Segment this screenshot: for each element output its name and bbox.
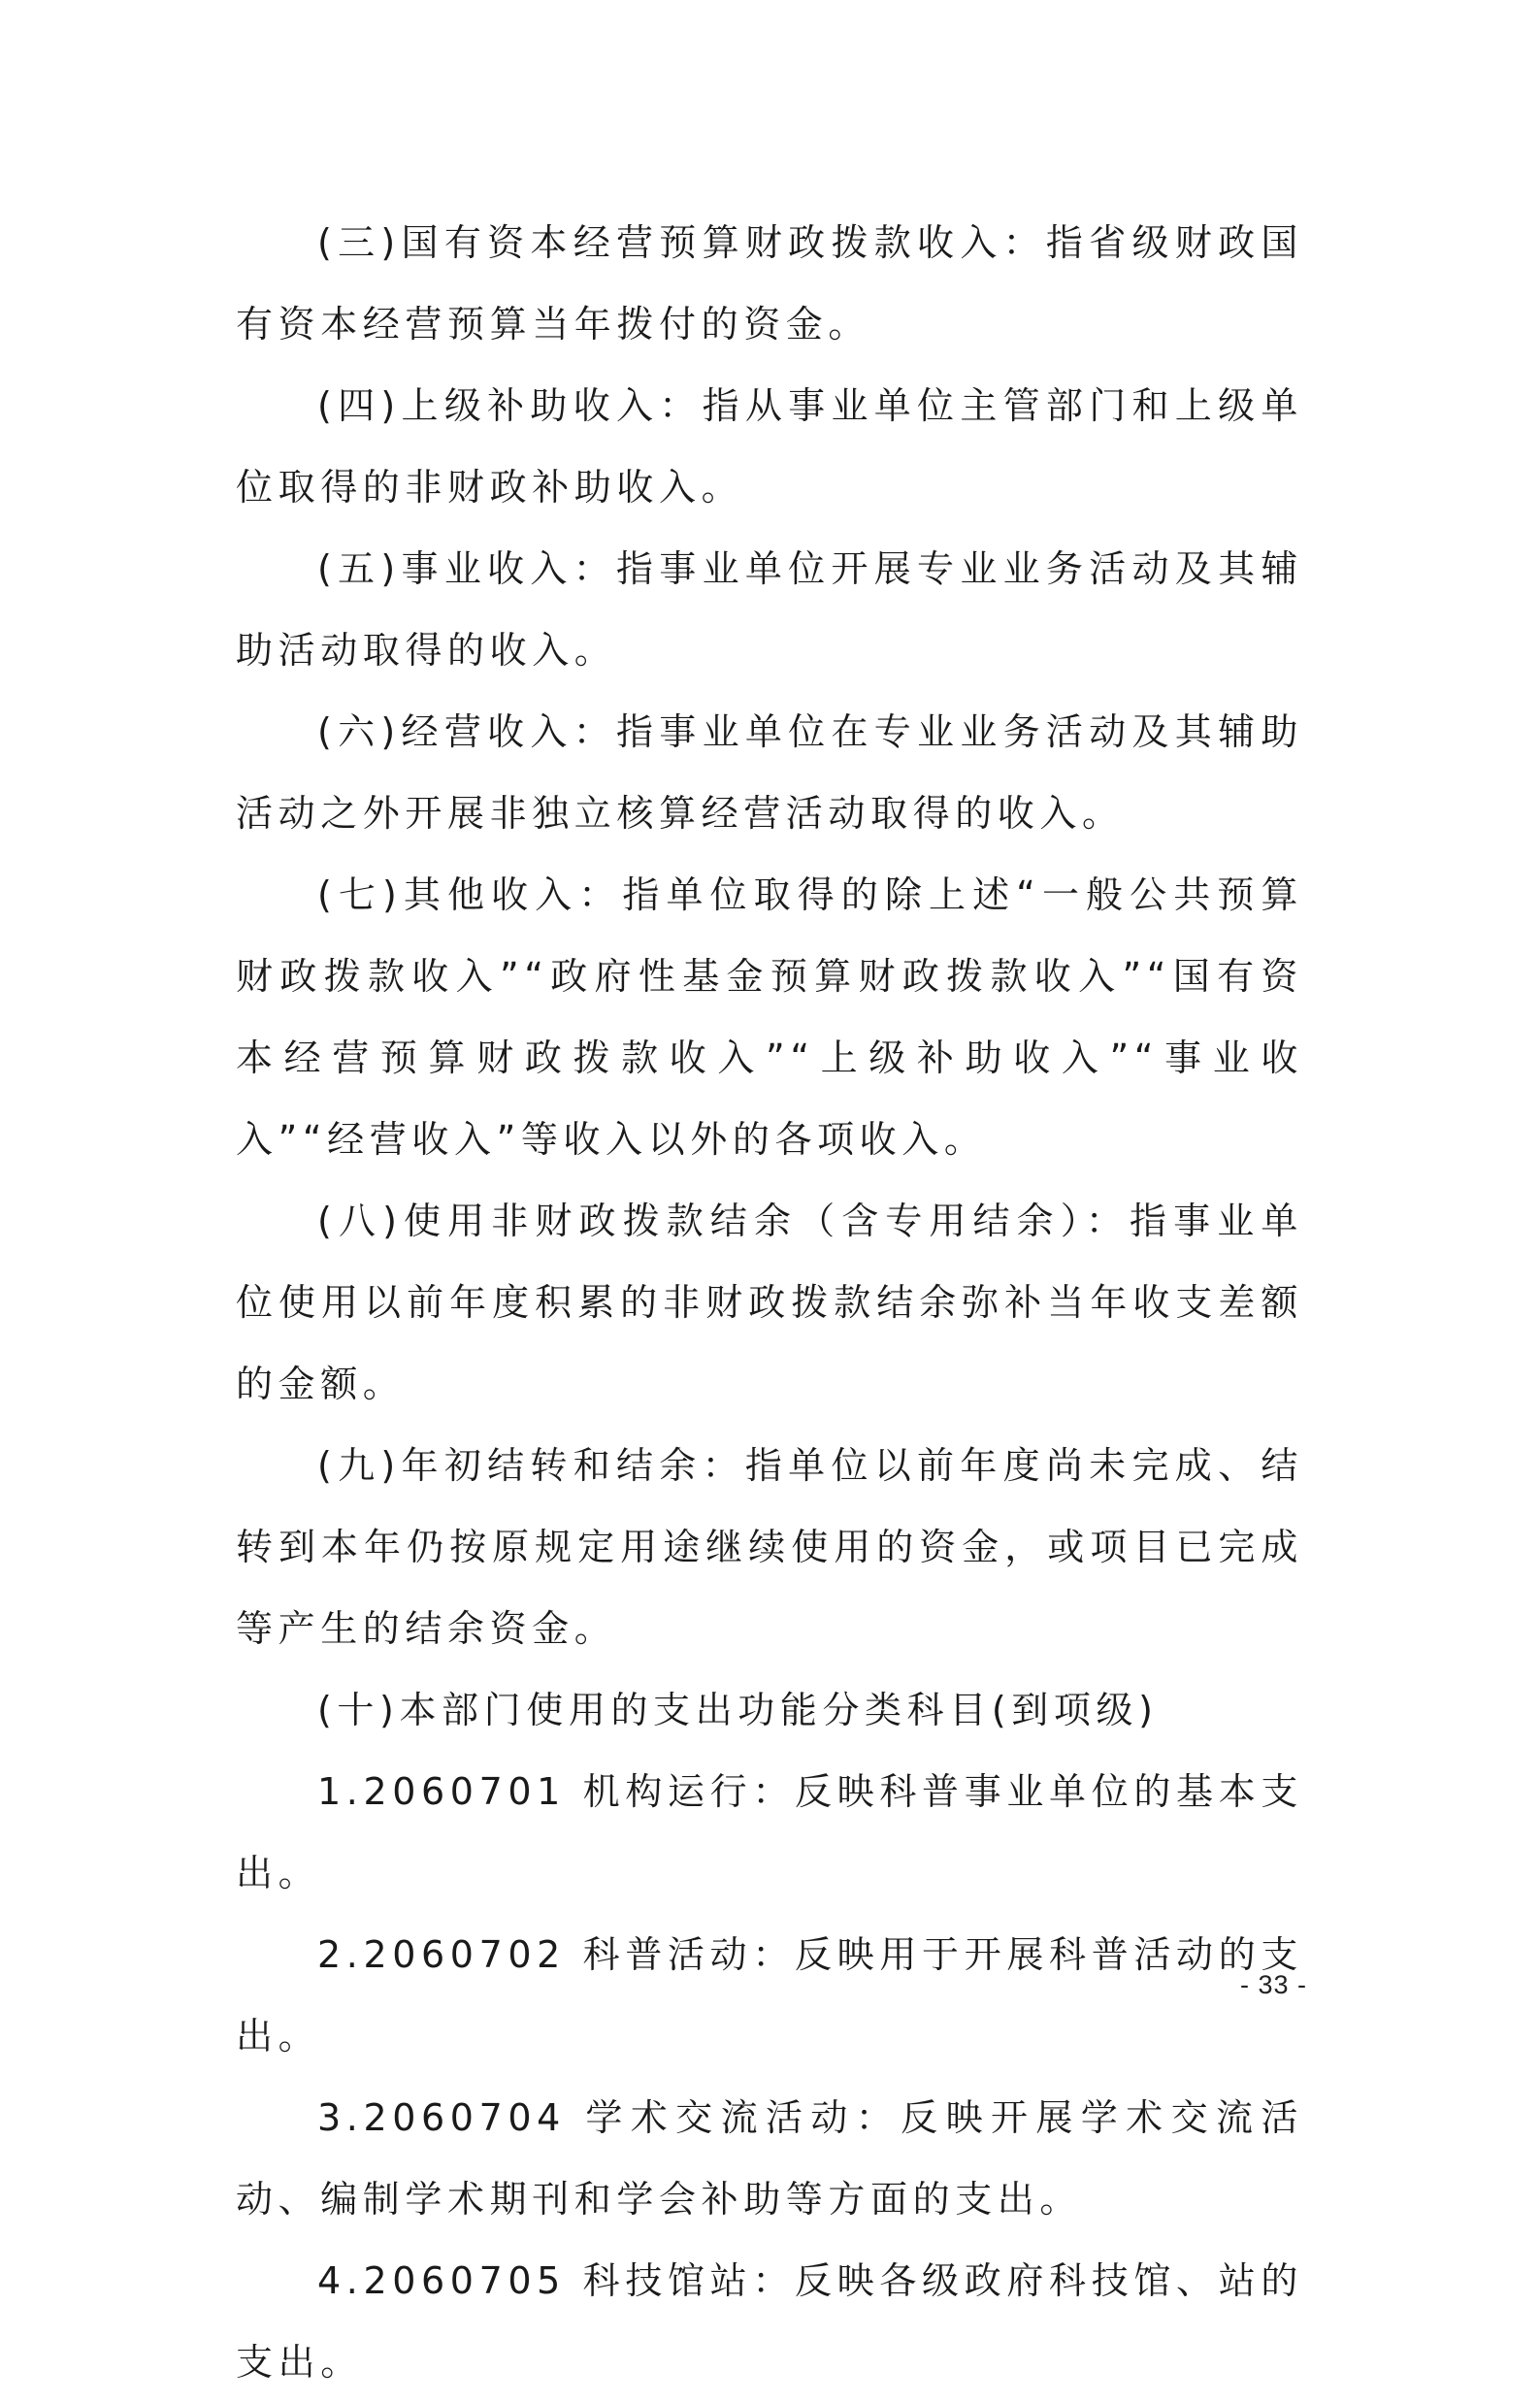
list-item-science-popularization: 2.2060702 科普活动：反映用于开展科普活动的支出。 [236, 1933, 1303, 2057]
list-item-institution-operation: 1.2060701 机构运行：反映科普事业单位的基本支出。 [236, 1770, 1303, 1894]
paragraph-operating-revenue: (六)经营收入：指事业单位在专业业务活动及其辅助活动之外开展非独立核算经营活动取得的收入。 [236, 710, 1303, 835]
list-item-science-museum: 4.2060705 科技馆站：反映各级政府科技馆、站的支出。 [236, 2259, 1303, 2384]
paragraph-non-fiscal-surplus: (八)使用非财政拨款结余（含专用结余）：指事业单位使用以前年度积累的非财政拨款结余弥补当年收支差额的金额。 [236, 1200, 1303, 1405]
paragraph-carryover-balance: (九)年初结转和结余：指单位以前年度尚未完成、结转到本年仍按原规定用途继续使用的资金，或项目已完成等产生的结余资金。 [236, 1444, 1303, 1650]
paragraph-expenditure-categories-heading: (十)本部门使用的支出功能分类科目(到项级) [317, 1689, 1159, 1731]
paragraph-business-revenue: (五)事业收入：指事业单位开展专业业务活动及其辅助活动取得的收入。 [236, 547, 1303, 672]
paragraph-state-capital-revenue: (三)国有资本经营预算财政拨款收入：指省级财政国有资本经营预算当年拨付的资金。 [236, 221, 1303, 346]
paragraph-other-revenue: (七)其他收入：指单位取得的除上述“一般公共预算财政拨款收入”“政府性基金预算财政拨款收入”“国有资本经营预算财政拨款收入”“上级补助收入”“事业收入”“经营收入”等收入以外的各项收入。 [236, 873, 1303, 1161]
document-body [236, 202, 1303, 2403]
paragraph-superior-subsidy: (四)上级补助收入：指从事业单位主管部门和上级单位取得的非财政补助收入。 [236, 384, 1303, 509]
list-item-academic-exchange: 3.2060704 学术交流活动：反映开展学术交流活动、编制学术期刊和学会补助等方面的支出。 [236, 2096, 1303, 2221]
page-number: - 33 - [1240, 1970, 1308, 1999]
